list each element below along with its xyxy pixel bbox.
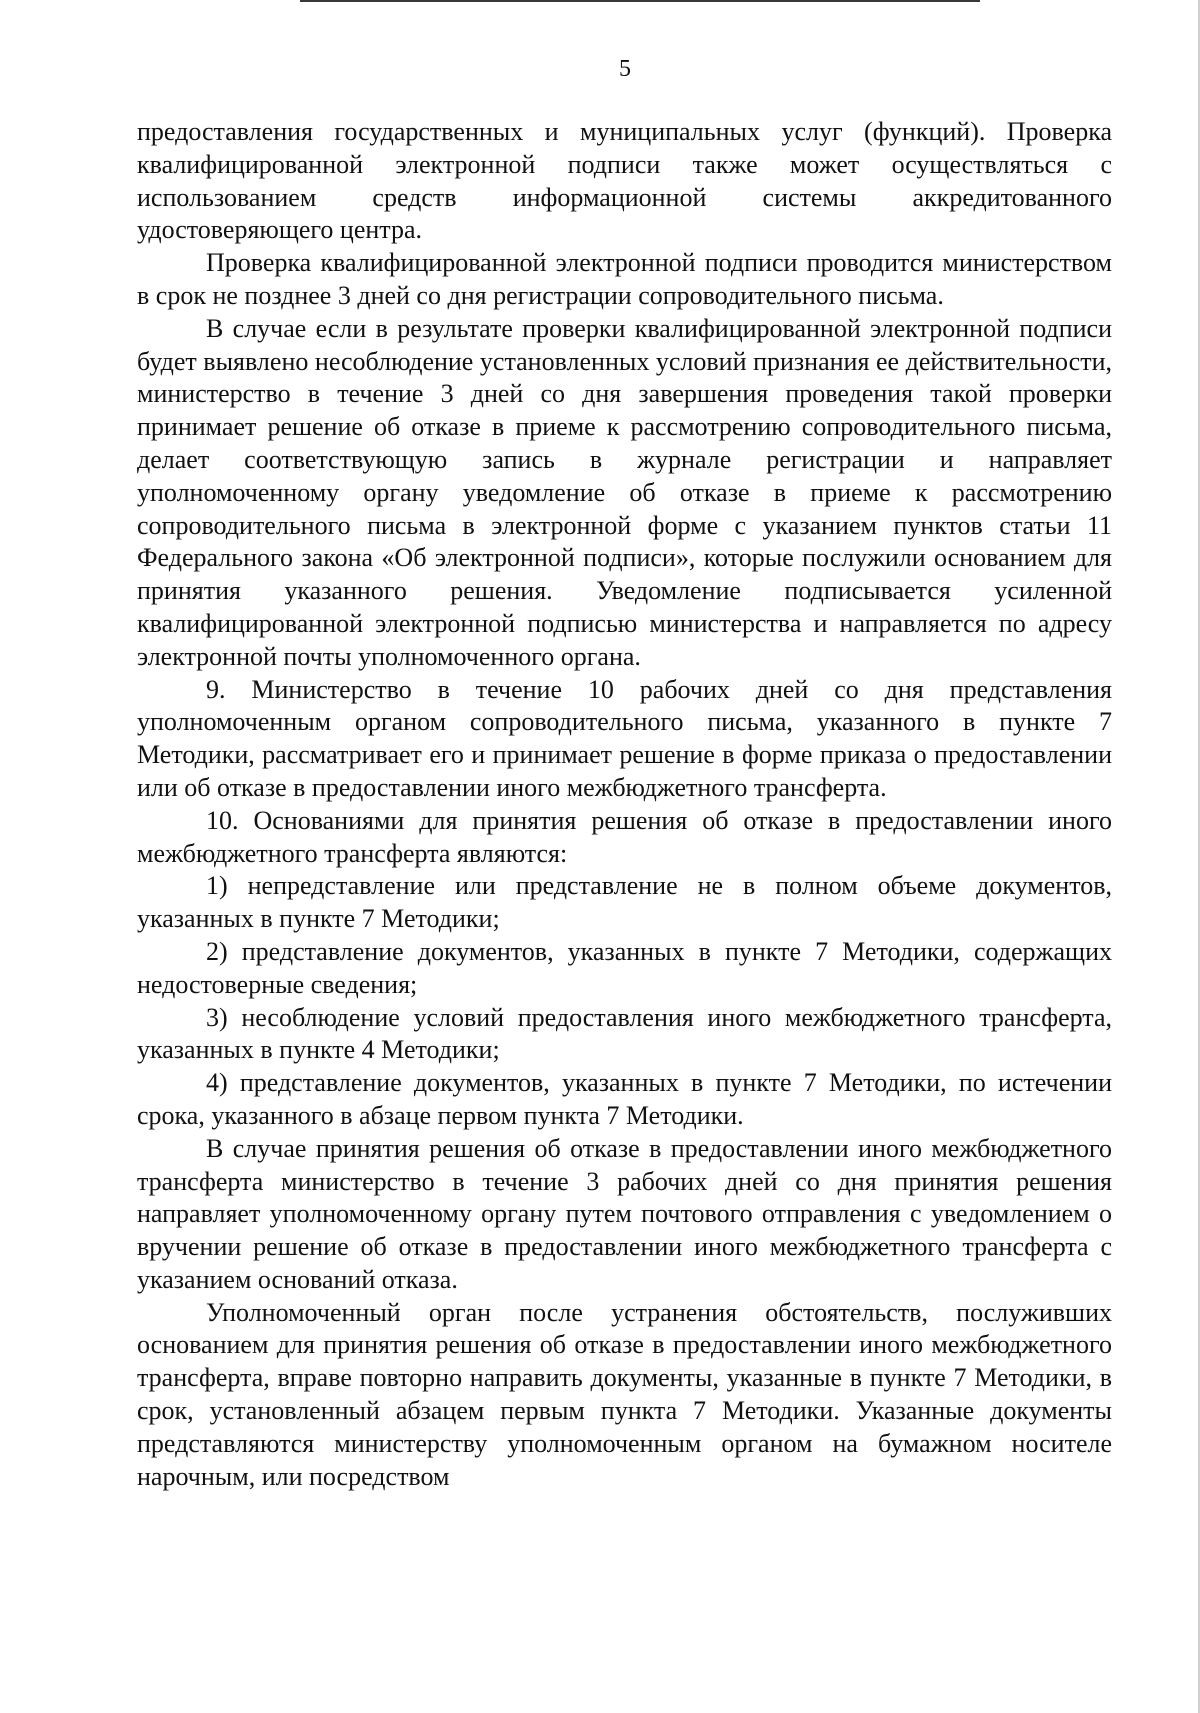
- paragraph-resubmission: Уполномоченный орган после устранения обстоятельств, послуживших основанием для принятия решения об отказе в предоставлении иного межбюджетного трансферта, вправе повторно направить документы, указанные в пункте 7 Методики, в срок, установленный абзацем первым пункта 7 Методики. Указанные документы представляются министерству уполномоченным органом на бумажном носителе нарочным, или посредством: [137, 1297, 1112, 1491]
- list-item-3: 3) несоблюдение условий предоставления иного межбюджетного трансферта, указанных в пункте 4 Методики;: [137, 1002, 1112, 1065]
- paragraph-signature-check-deadline: Проверка квалифицированной электронной подписи проводится министерством в срок не позднее 3 дней со дня регистрации сопроводительного письма.: [137, 248, 1112, 310]
- list-item-4: 4) представление документов, указанных в пункте 7 Методики, по истечении срока, указанного в абзаце первом пункта 7 Методики.: [137, 1068, 1112, 1130]
- paragraph-refusal-notice: В случае принятия решения об отказе в предоставлении иного межбюджетного трансферта министерство в течение 3 рабочих дней со дня принятия решения направляет уполномоченному органу путем почтового отправления с уведомлением о вручении решение об отказе в предоставлении иного межбюджетного трансферта с указанием оснований отказа.: [137, 1133, 1112, 1294]
- list-item-2: 2) представление документов, указанных в пункте 7 Методики, содержащих недостоверные сведения;: [137, 936, 1112, 999]
- scan-top-edge-line: [300, 0, 980, 2]
- document-body: [137, 116, 1112, 1493]
- paragraph-signature-invalid: В случае если в результате проверки квалифицированной электронной подписи будет выявлено несоблюдение установленных условий признания ее действительности, министерство в течение 3 дней со дня завершения проведения такой проверки принимает решение об отказе в приеме к рассмотрению сопроводительного письма, делает соответствующую запись в журнале регистрации и направляет уполномоченному органу уведомление об отказе в приеме к рассмотрению сопроводительного письма в электронной форме с указанием пунктов статьи 11 Федерального закона «Об электронной подписи», которые послужили основанием для принятия указанного решения. Уведомление подписывается усиленной квалифицированной электронной подписью министерства и направляется по адресу электронной почты уполномоченного органа.: [137, 313, 1112, 671]
- paragraph-continuation: предоставления государственных и муниципальных услуг (функций). Проверка квалифицированной электронной подписи также может осуществляться с использованием средств информационной системы аккредитованного удостоверяющего центра.: [137, 117, 1112, 245]
- paragraph-item-10: 10. Основаниями для принятия решения об отказе в предоставлении иного межбюджетного трансферта являются:: [137, 805, 1112, 868]
- page-number: 5: [619, 56, 631, 82]
- paragraph-item-9: 9. Министерство в течение 10 рабочих дней со дня представления уполномоченным органом сопроводительного письма, указанного в пункте 7 Методики, рассматривает его и принимает решение в форме приказа о предоставлении или об отказе в предоставлении иного межбюджетного трансферта.: [137, 674, 1112, 802]
- list-item-1: 1) непредставление или представление не в полном объеме документов, указанных в пункте 7 Методики;: [137, 871, 1112, 934]
